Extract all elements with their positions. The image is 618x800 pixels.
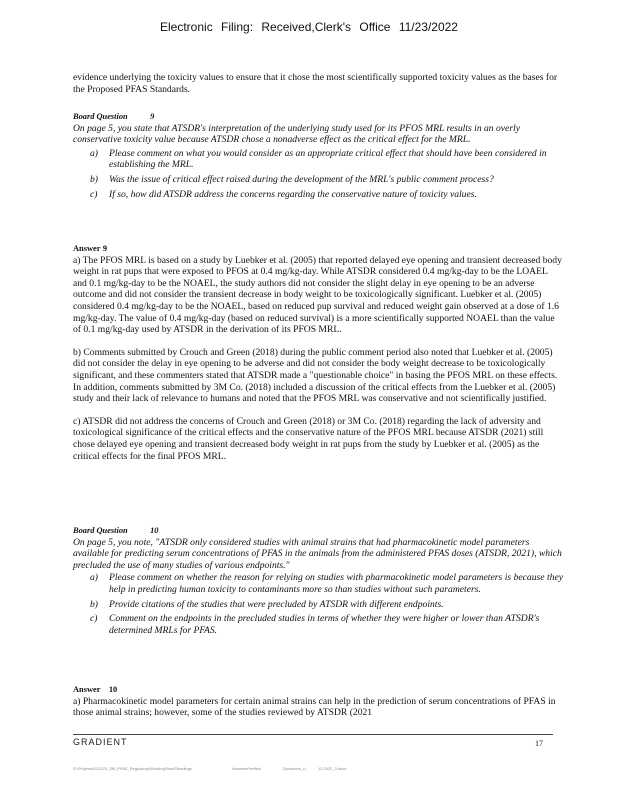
item-marker: a) (90, 572, 98, 584)
question-9-text: On page 5, you state that ATSDR's interpretation of the underlying study used for its PFOS MRL results in an overly conservative toxicity value because ATSDR chose a nonadverse effect as the critical effect for the MRL. (73, 122, 520, 146)
question-9-item-b (73, 174, 563, 186)
answer-10-heading (73, 684, 563, 696)
footer-doc-section: AnswersPrefiled (232, 766, 261, 771)
answer-label: Answer (73, 685, 101, 694)
item-text: Please comment on what you would consider as an appropriate critical effect that should have been considered in establishing the MRL. (109, 147, 547, 171)
item-marker: c) (90, 188, 98, 200)
answer-9 (73, 243, 563, 462)
question-number: 9 (150, 112, 155, 121)
question-label: Board Question (73, 526, 128, 535)
item-marker: b) (90, 598, 98, 610)
question-10-text: On page 5, you note, "ATSDR only considered studies with animal strains that had pharmacokinetic model parameters available for predicting serum concentrations of PFAS in the animals from the administered PFAS doses (ATSDR, 2021), which precluded the use of many studies of various endpoints." (73, 536, 562, 571)
intro-paragraph: evidence underlying the toxicity values to ensure that it chose the most scientifically supported toxicity values as the bases for the Proposed PFAS Standards. (73, 72, 558, 95)
item-text: Provide citations of the studies that were precluded by ATSDR with different endpoints. (109, 598, 444, 610)
question-9-item-c (73, 189, 563, 201)
efiling-header-stamp: Electronic Filing: Received,Clerk's Office 11/23/2022 (160, 20, 458, 34)
question-number: 10 (150, 526, 159, 535)
page-number: 17 (535, 739, 543, 748)
question-label: Board Question (73, 112, 128, 121)
answer-number: 9 (102, 244, 108, 253)
answer-10-part-a: a) Pharmacokinetic model parameters for certain animal strains can help in the prediction of serum concentrations of PFAS in those animal strains; however, some of the studies reviewed by ATSDR (2021 (73, 695, 556, 719)
intro-paragraph-block (73, 72, 563, 95)
question-10-item-b (73, 599, 563, 611)
board-question-10 (73, 525, 563, 636)
question-10-heading (73, 525, 563, 537)
answer-9-heading (73, 243, 563, 255)
answer-9-part-c: c) ATSDR did not address the concerns of Crouch and Green (2018) or 3M Co. (2018) regarding the lack of adversity and toxicological significance of the critical effects and the conservative nature of the PFOS MRL because ATSDR (2021) still chose delayed eye opening and transient decreased body weight in rat pups from the study by Luebker et al. (2005) as the critical effects for the final PFOS MRL. (73, 415, 544, 462)
answer-number: 10 (108, 685, 118, 694)
answer-10 (73, 684, 563, 719)
footer-doc-file: 11-2022_3.docx (318, 766, 347, 771)
gradient-logo: GRADIENT (73, 737, 128, 747)
question-10-item-c (73, 613, 563, 636)
item-marker: a) (90, 147, 98, 159)
item-text: Please comment on whether the reason for relying on studies with pharmacokinetic model parameters is because they help in predicting human toxicity to contaminants more so than studies without such parameters. (109, 572, 563, 595)
item-text: Comment on the endpoints in the precluded studies in terms of whether they were higher or lower than ATSDR's determined MRLs for PFAS. (109, 613, 540, 636)
board-question-9 (73, 111, 563, 200)
question-10-item-a (73, 572, 563, 595)
answer-9-part-b: b) Comments submitted by Crouch and Green (2018) during the public comment period also noted that Luebker et al. (2005) did not consider the delay in eye opening to be adverse and did not consider the body weight decrease to be toxicologically significant, and these commenters stated that ATSDR made a "questionable choice" in basing the PFOS MRL on these effects. In addition, comments submitted by 3M Co. (2018) included a discussion of the critical effects from the Luebker et al. (2005) study and their lack of relevance to humans and noted that the PFOS MRL was conservative and not scientifically justified. (73, 346, 558, 405)
answer-9-part-a: a) The PFOS MRL is based on a study by Luebker et al. (2005) that reported delayed eye opening and transient decreased body weight in rat pups that were exposed to PFOS at 0.4 mg/kg-day. While ATSDR considered 0.4 mg/kg-day to be the LOAEL and 0.1 mg/kg-day to be the NOAEL, the study authors did not consider the slight delay in eye opening to be an adverse outcome and did not consider the transient decrease in body weight to be toxicologically significant. Luebker et al. (2005) considered 0.4 mg/kg-day to be the NOAEL, based on reduced pup survival and reduced weight gain observed at a dose of 1.6 mg/kg-day. The value of 0.4 mg/kg-day (based on reduced survival) is a more scientifically supported NOAEL than the value of 0.1 mg/kg-day used by ATSDR in the derivation of its PFOS MRL. (73, 254, 562, 336)
footer-file-path: G:\Projects\220270_3M_PFAS_Regulatory\WorkingFiles\Pleadings (73, 766, 192, 771)
question-9-item-a (73, 148, 563, 171)
footer-doc-name: Questions_IL (283, 766, 307, 771)
question-9-heading (73, 111, 563, 123)
item-text: Was the issue of critical effect raised during the development of the MRL's public comment process? (109, 173, 494, 185)
item-marker: c) (90, 613, 98, 625)
item-marker: b) (90, 173, 98, 185)
footer-rule (73, 734, 553, 735)
item-text: If so, how did ATSDR address the concerns regarding the conservative nature of toxicity values. (109, 188, 477, 200)
answer-label: Answer (73, 244, 101, 253)
